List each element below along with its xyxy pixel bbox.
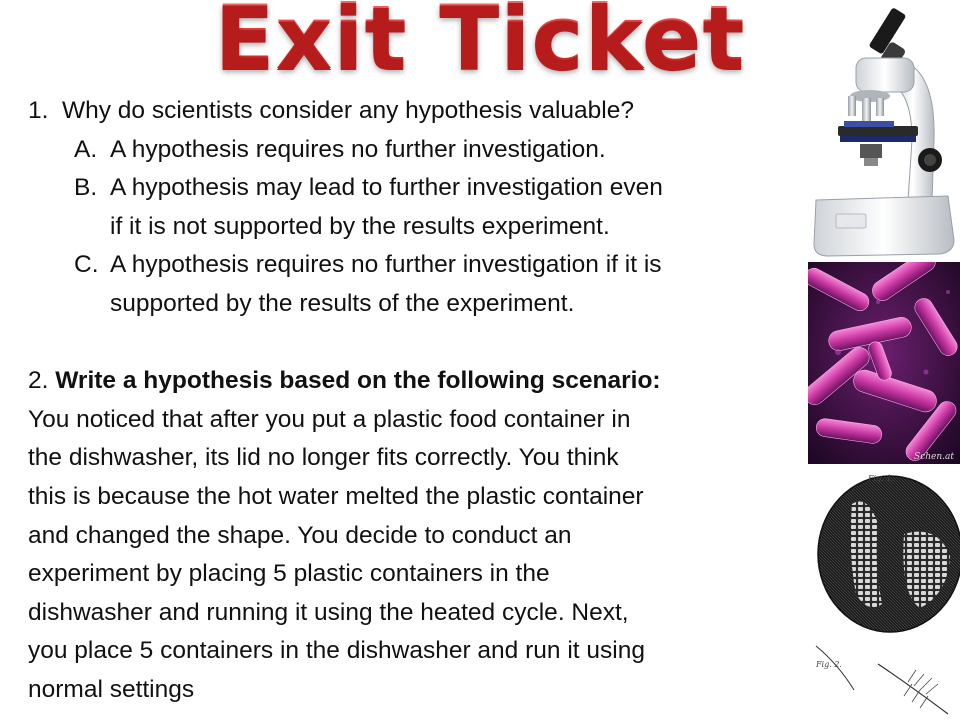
question-1 (28, 92, 798, 131)
question-1-text: Why do scientists consider any hypothesis valuable? (62, 97, 634, 124)
spacer (28, 324, 798, 363)
scenario-line: dishwasher and running it using the heated cycle. Next, (28, 598, 629, 626)
option-c (28, 246, 798, 323)
cork-label-bottom: Fig. 2. (816, 660, 842, 669)
cork-cells-image (808, 464, 960, 720)
microscope-image (808, 0, 960, 262)
scenario-line: normal settings (28, 675, 195, 703)
question-1-number: 1. (28, 97, 49, 124)
question-content (28, 92, 798, 710)
option-a-letter: A. (74, 135, 98, 163)
scenario-line: this is because the hot water melted the plastic container (28, 482, 644, 510)
cork-label-top: Fig. 1. (868, 474, 894, 483)
scenario-line: You noticed that after you put a plastic food container in (28, 405, 631, 433)
option-a (28, 131, 798, 170)
scenario-line: the dishwasher, its lid no longer fits correctly. You think (28, 444, 619, 472)
option-b (28, 169, 798, 246)
bacteria-credit: Schen.at (914, 452, 954, 462)
option-c-letter: C. (74, 251, 99, 279)
option-a-line-1: A hypothesis requires no further investigation. (110, 135, 606, 163)
bacteria-image (808, 262, 960, 464)
option-b-line-1: A hypothesis may lead to further investigation even (110, 174, 663, 202)
option-c-line-1: A hypothesis requires no further investigation if it is (110, 251, 662, 279)
question-2-prompt-row (28, 362, 798, 401)
page-title: Exit Ticket (0, 0, 960, 89)
question-2-number: 2. (28, 367, 56, 395)
question-2-prompt: Write a hypothesis based on the following scenario: (55, 367, 661, 395)
scenario-line: experiment by placing 5 plastic containers in the (28, 560, 550, 588)
option-b-letter: B. (74, 174, 98, 202)
option-c-line-2: supported by the results of the experiment. (110, 289, 575, 317)
scenario-line: you place 5 containers in the dishwasher and run it using (28, 637, 645, 665)
option-b-line-2: if it is not supported by the results experiment. (110, 212, 610, 240)
scenario-line: and changed the shape. You decide to conduct an (28, 521, 572, 549)
